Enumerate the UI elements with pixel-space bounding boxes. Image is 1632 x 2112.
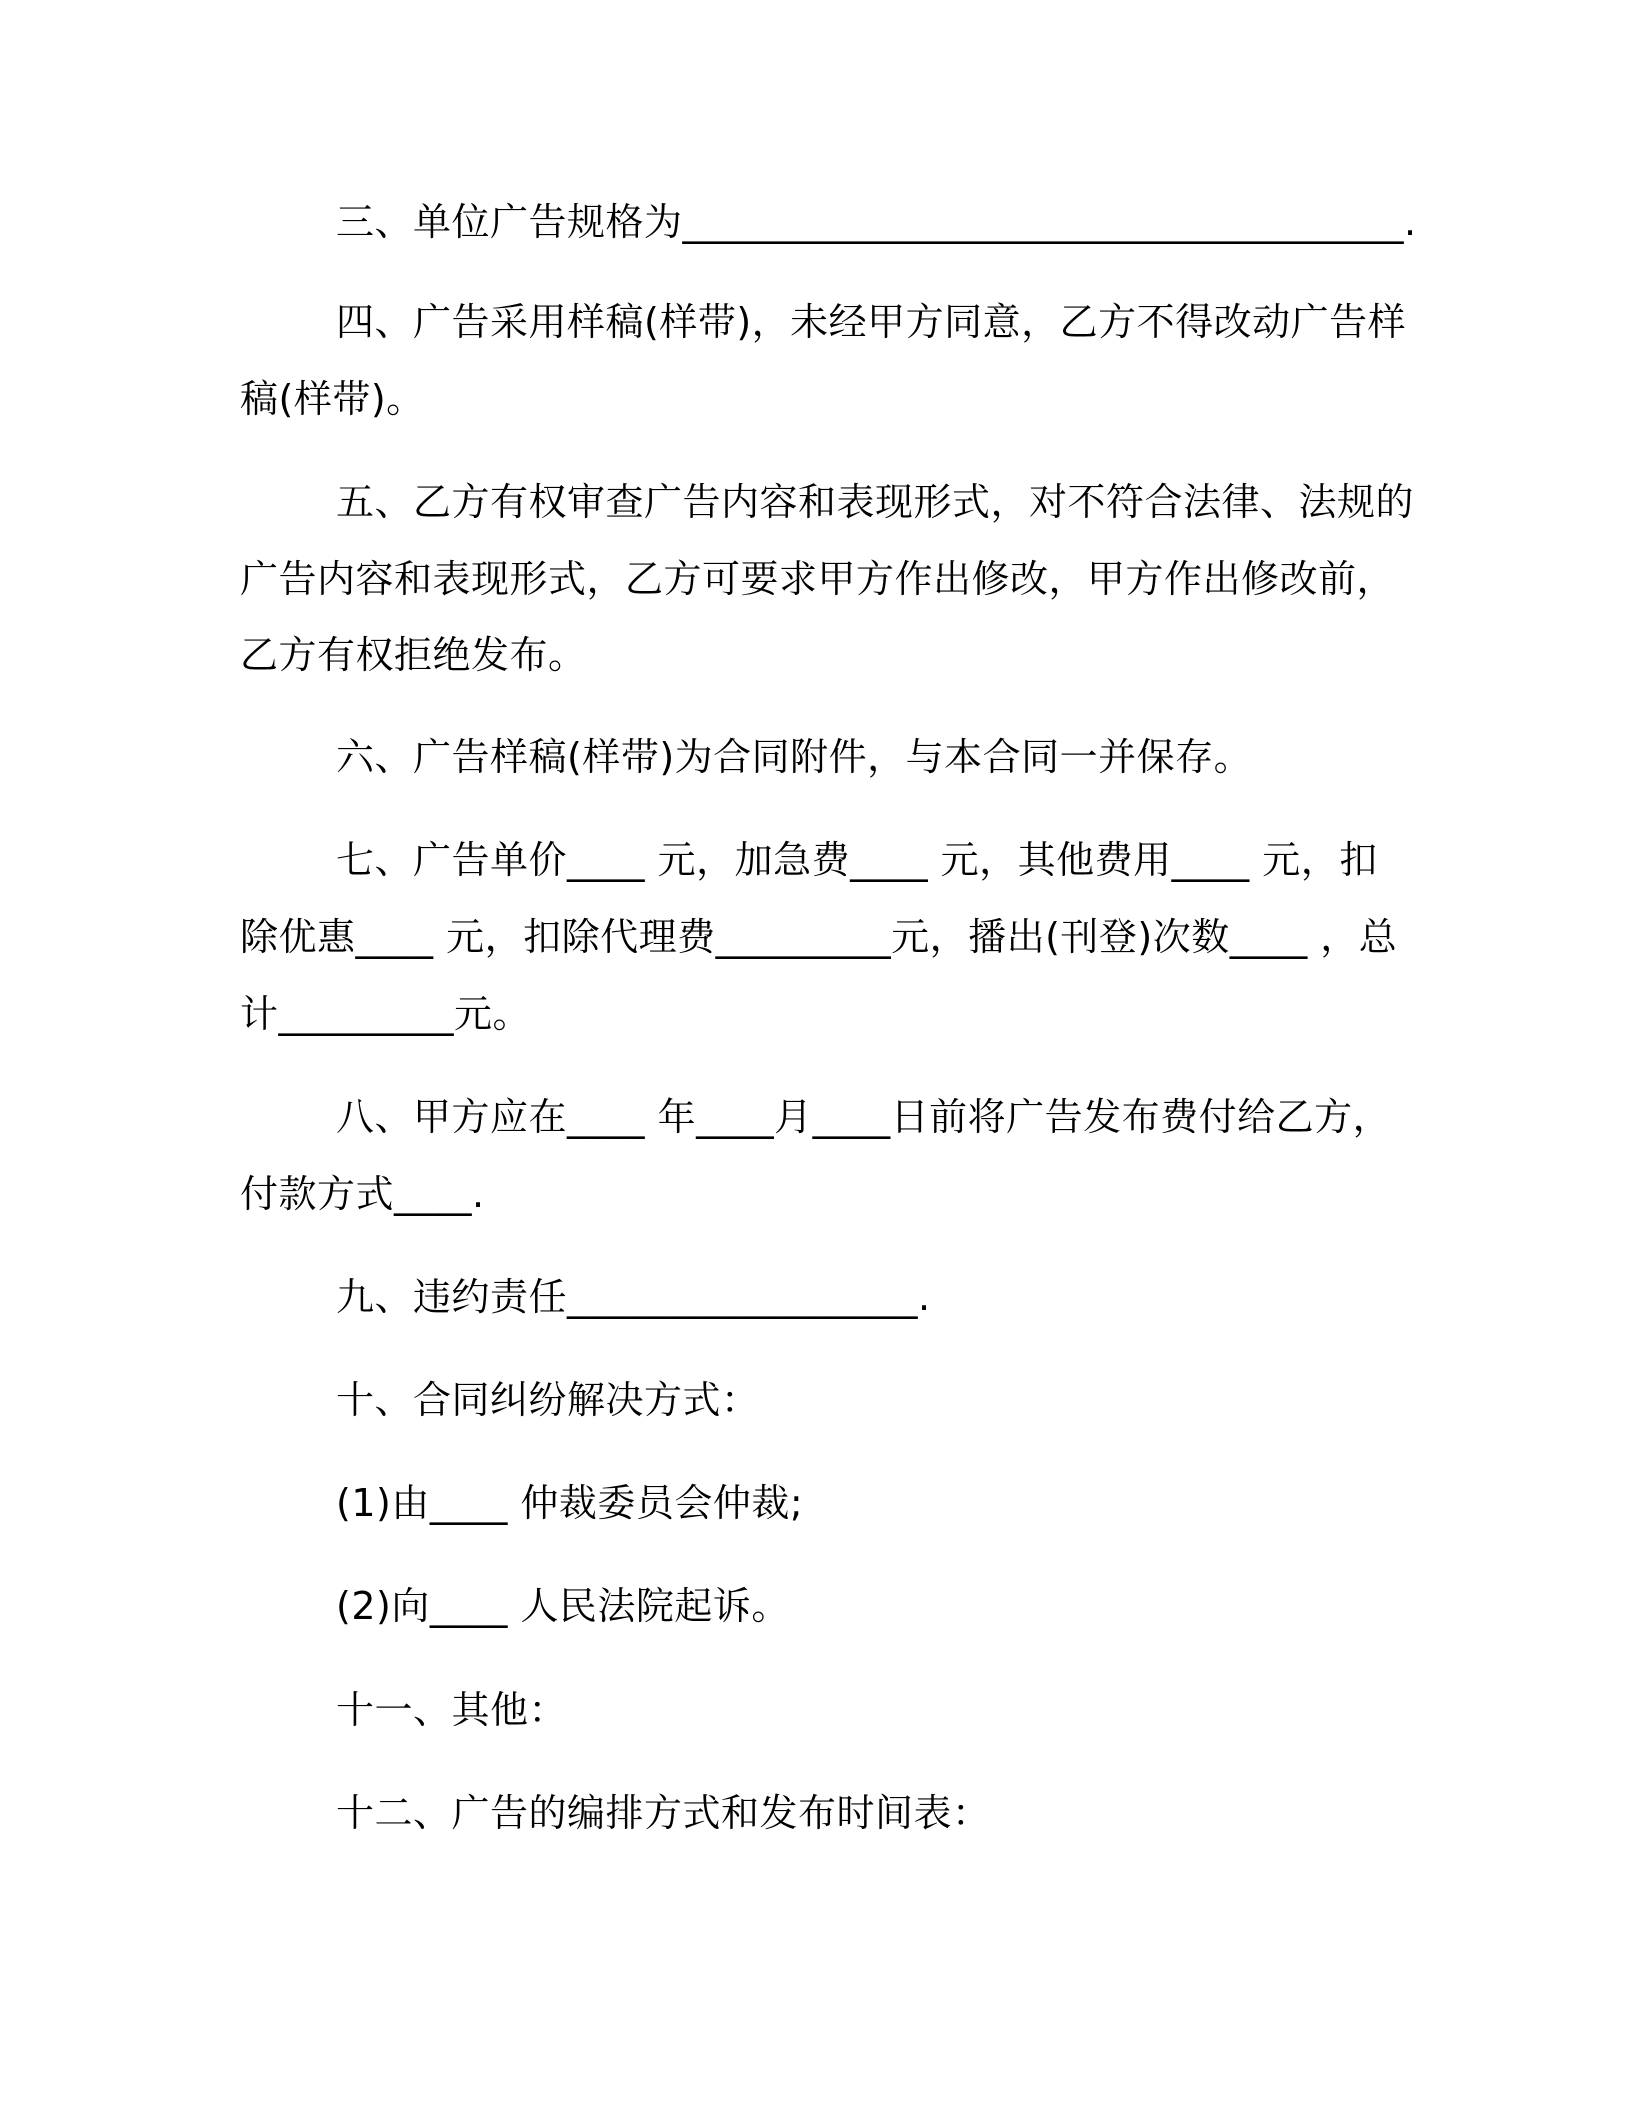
clause-11: 十一、其他： [336,1688,568,1732]
clause-6: 六、广告样稿(样带)为合同附件，与本合同一并保存。 [336,735,1253,779]
clause-5-line-1: 五、乙方有权审查广告内容和表现形式，对不符合法律、法规的 [336,480,1415,524]
clause-4-line-2: 稿(样带)。 [240,377,425,421]
clause-7-line-2: 除优惠____ 元，扣除代理费_________元，播出(刊登)次数____ ，总 [240,915,1398,959]
clause-9: 九、违约责任__________________. [336,1275,931,1319]
clause-10-option-2: (2)向____ 人民法院起诉。 [336,1584,790,1628]
clause-7-line-1: 七、广告单价____ 元，加急费____ 元，其他费用____ 元，扣 [336,838,1378,882]
clause-5-line-3: 乙方有权拒绝发布。 [240,633,587,677]
clause-12: 十二、广告的编排方式和发布时间表： [336,1791,991,1835]
clause-10: 十、合同纠纷解决方式： [336,1378,760,1422]
clause-10-option-1: (1)由____ 仲裁委员会仲裁; [336,1481,804,1525]
clause-8-line-1: 八、甲方应在____ 年____月____日前将广告发布费付给乙方， [336,1095,1392,1139]
clause-4-line-1: 四、广告采用样稿(样带)，未经甲方同意，乙方不得改动广告样 [336,300,1407,344]
clause-3: 三、单位广告规格为_____________________________________. [336,200,1417,244]
clause-7-line-3: 计_________元。 [240,992,532,1036]
clause-8-line-2: 付款方式____. [240,1172,485,1216]
clause-5-line-2: 广告内容和表现形式，乙方可要求甲方作出修改，甲方作出修改前， [240,557,1396,601]
